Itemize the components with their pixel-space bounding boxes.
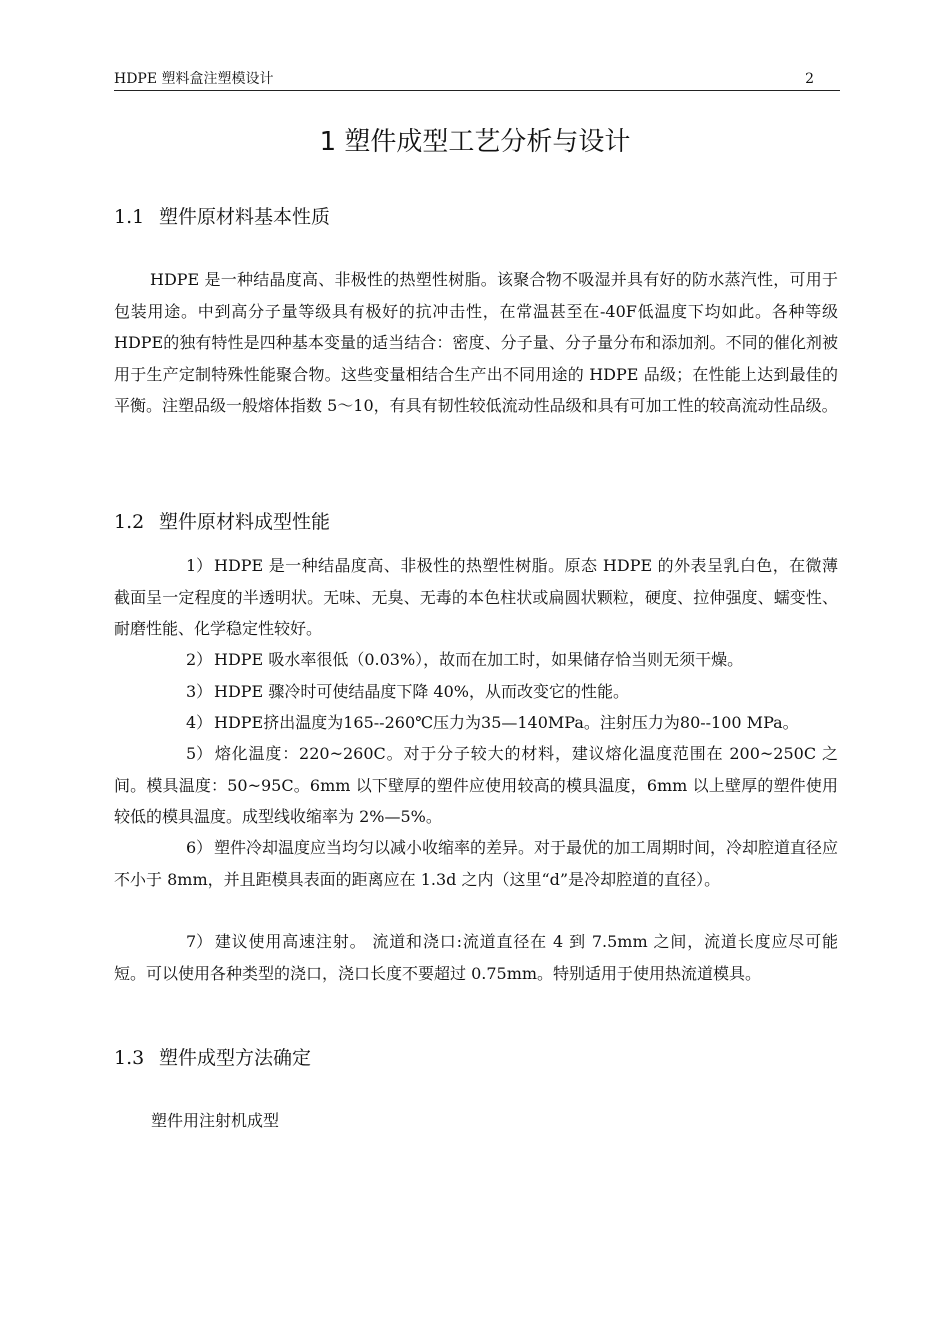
list-item-text: 建议使用高速注射。 流道和浇口:流道直径在 4 到 7.5mm 之间，流道长度应尽可能短。可以使用各种类型的浇口，浇口长度不要超过 0.75mm。特别适用于使用热流道模具。 — [114, 932, 838, 983]
list-item-text: 熔化温度：220~260C。对于分子较大的材料，建议熔化温度范围在 200~250C 之间。模具温度：50~95C。6mm 以下壁厚的塑件应使用较高的模具温度，6mm 以上壁厚的塑件使用较低的模具温度。成型线收缩率为 2%—5%。 — [114, 744, 838, 826]
page-header — [114, 70, 840, 91]
list-item-text: HDPE 骤冷时可使结晶度下降 40%，从而改变它的性能。 — [214, 682, 629, 701]
list-item-number: 3） — [186, 682, 213, 701]
list-item-number: 2） — [186, 650, 213, 669]
section-title: 塑件成型方法确定 — [159, 1047, 312, 1069]
list-item-text: 塑件冷却温度应当均匀以减小收缩率的差异。对于最优的加工周期时间，冷却腔道直径应不小于 8mm，并且距模具表面的距离应在 1.3d 之内（这里“d”是冷却腔道的直径）。 — [114, 838, 839, 889]
list-item — [114, 707, 838, 739]
page-number: 2 — [805, 71, 814, 87]
list-item — [114, 550, 838, 645]
list-item-number: 5） — [186, 744, 213, 763]
section-heading-1-3 — [114, 1045, 311, 1071]
list-item — [114, 832, 838, 895]
chapter-title: 1 塑件成型工艺分析与设计 — [319, 127, 631, 157]
list-item — [114, 644, 838, 676]
list-item — [114, 676, 838, 708]
list-item-text: HDPE 吸水率很低（0.03%），故而在加工时，如果储存恰当则无须干燥。 — [214, 650, 744, 669]
section-1-1-paragraph: HDPE 是一种结晶度高、非极性的热塑性树脂。该聚合物不吸湿并具有好的防水蒸汽性，可用于包装用途。中到高分子量等级具有极好的抗冲击性，在常温甚至在-40F低温度下均如此。各种等级HDPE的独有特性是四种基本变量的适当结合：密度、分子量、分子量分布和添加剂。不同的催化剂被用于生产定制特殊性能聚合物。这些变量相结合生产出不同用途的 HDPE 品级；在性能上达到最佳的平衡。注塑品级一般熔体指数 5～10，有具有韧性较低流动性品级和具有可加工性的较高流动性品级。 — [114, 270, 838, 415]
list-item-number: 4） — [186, 713, 213, 732]
list-item — [114, 926, 838, 989]
section-title: 塑件原材料基本性质 — [159, 206, 331, 228]
section-title: 塑件原材料成型性能 — [159, 511, 331, 533]
header-title: HDPE 塑料盒注塑模设计 — [114, 71, 274, 87]
section-number: 1.2 — [114, 511, 145, 533]
list-item-number: 1） — [186, 556, 213, 575]
list-item-number: 6） — [186, 838, 213, 857]
section-heading-1-2 — [114, 509, 330, 535]
list-item-text: HDPE 是一种结晶度高、非极性的热塑性树脂。原态 HDPE 的外表呈乳白色，在微薄截面呈一定程度的半透明状。无味、无臭、无毒的本色柱状或扁圆状颗粒，硬度、拉伸强度、蠕变性、耐磨性能、化学稳定性较好。 — [114, 556, 838, 638]
section-heading-1-1 — [114, 204, 330, 230]
list-item — [114, 738, 838, 833]
section-number: 1.1 — [114, 206, 145, 228]
list-item-number: 7） — [186, 932, 213, 951]
list-item-text: HDPE挤出温度为165--260℃压力为35—140MPa。注射压力为80--100 MPa。 — [214, 713, 799, 732]
section-number: 1.3 — [114, 1047, 145, 1069]
section-1-3-paragraph: 塑件用注射机成型 — [151, 1111, 280, 1130]
